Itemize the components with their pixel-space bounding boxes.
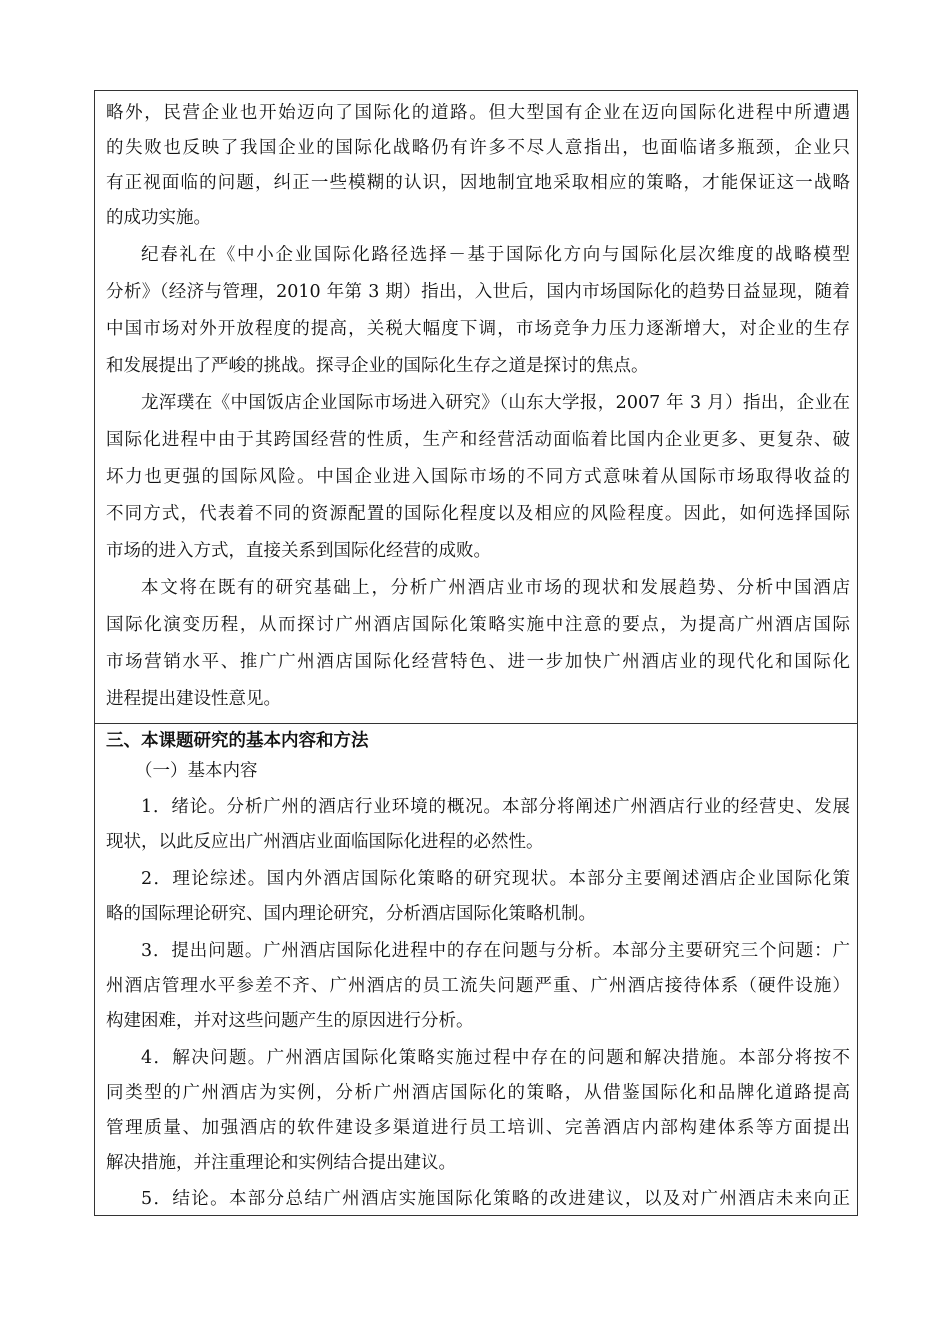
list-item-line: 1．绪论。分析广州的酒店行业环境的概况。本部分将阐述广州酒店行业的经营史、发展	[141, 797, 850, 817]
text-line: 坏力也更强的国际风险。中国企业进入国际市场的不同方式意味着从国际市场取得收益的	[106, 467, 850, 487]
text-line: 的失败也反映了我国企业的国际化战略仍有许多不尽人意指出，也面临诸多瓶颈，企业只	[106, 138, 850, 158]
list-item-line: 2．理论综述。国内外酒店国际化策略的研究现状。本部分主要阐述酒店企业国际化策	[141, 869, 850, 889]
text-line: 国际化演变历程，从而探讨广州酒店国际化策略实施中注意的要点，为提高广州酒店国际	[106, 615, 850, 635]
table-frame	[94, 90, 858, 1216]
text-line: 有正视面临的问题，纠正一些模糊的认识，因地制宜地采取相应的策略，才能保证这一战略	[106, 173, 850, 193]
text-line: 纪春礼在《中小企业国际化路径选择－基于国际化方向与国际化层次维度的战略模型	[141, 245, 850, 265]
subsection-heading: （一）基本内容	[135, 761, 258, 781]
list-item-line: 管理质量、加强酒店的软件建设多渠道进行员工培训、完善酒店内部构建体系等方面提出	[106, 1118, 850, 1138]
text-line: 略外，民营企业也开始迈向了国际化的道路。但大型国有企业在迈向国际化进程中所遭遇	[106, 103, 850, 123]
list-item-line: 5．结论。本部分总结广州酒店实施国际化策略的改进建议，以及对广州酒店未来向正	[141, 1189, 850, 1209]
list-item-line: 略的国际理论研究、国内理论研究，分析酒店国际化策略机制。	[106, 904, 596, 924]
list-item-line: 3．提出问题。广州酒店国际化进程中的存在问题与分析。本部分主要研究三个问题：广	[141, 941, 850, 961]
text-line: 分析》（经济与管理，2010 年第 3 期）指出，入世后，国内市场国际化的趋势日益显现，随着	[106, 282, 850, 302]
list-item-line: 构建困难，并对这些问题产生的原因进行分析。	[106, 1011, 474, 1031]
text-line: 和发展提出了严峻的挑战。探寻企业的国际化生存之道是探讨的焦点。	[106, 356, 649, 376]
list-item-line: 州酒店管理水平参差不齐、广州酒店的员工流失问题严重、广州酒店接待体系（硬件设施）	[106, 976, 850, 996]
list-item-line: 4．解决问题。广州酒店国际化策略实施过程中存在的问题和解决措施。本部分将按不	[141, 1048, 850, 1068]
text-line: 的成功实施。	[106, 208, 211, 228]
text-line: 不同方式，代表着不同的资源配置的国际化程度以及相应的风险程度。因此，如何选择国际	[106, 504, 850, 524]
text-line: 中国市场对外开放程度的提高，关税大幅度下调，市场竞争力压力逐渐增大，对企业的生存	[106, 319, 850, 339]
text-line: 市场的进入方式，直接关系到国际化经营的成败。	[106, 541, 491, 561]
list-item-line: 同类型的广州酒店为实例，分析广州酒店国际化的策略，从借鉴国际化和品牌化道路提高	[106, 1083, 850, 1103]
text-line: 进程提出建设性意见。	[106, 689, 281, 709]
list-item-line: 解决措施，并注重理论和实例结合提出建议。	[106, 1153, 456, 1173]
text-line: 国际化进程中由于其跨国经营的性质，生产和经营活动面临着比国内企业更多、更复杂、破	[106, 430, 850, 450]
table-divider	[95, 723, 857, 724]
text-line: 龙浑璞在《中国饭店企业国际市场进入研究》（山东大学报，2007 年 3 月）指出，企业在	[141, 393, 850, 413]
text-line: 本文将在既有的研究基础上，分析广州酒店业市场的现状和发展趋势、分析中国酒店	[141, 578, 850, 598]
list-item-line: 现状，以此反应出广州酒店业面临国际化进程的必然性。	[106, 832, 544, 852]
section-heading: 三、本课题研究的基本内容和方法	[106, 731, 369, 751]
text-line: 市场营销水平、推广广州酒店国际化经营特色、进一步加快广州酒店业的现代化和国际化	[106, 652, 850, 672]
